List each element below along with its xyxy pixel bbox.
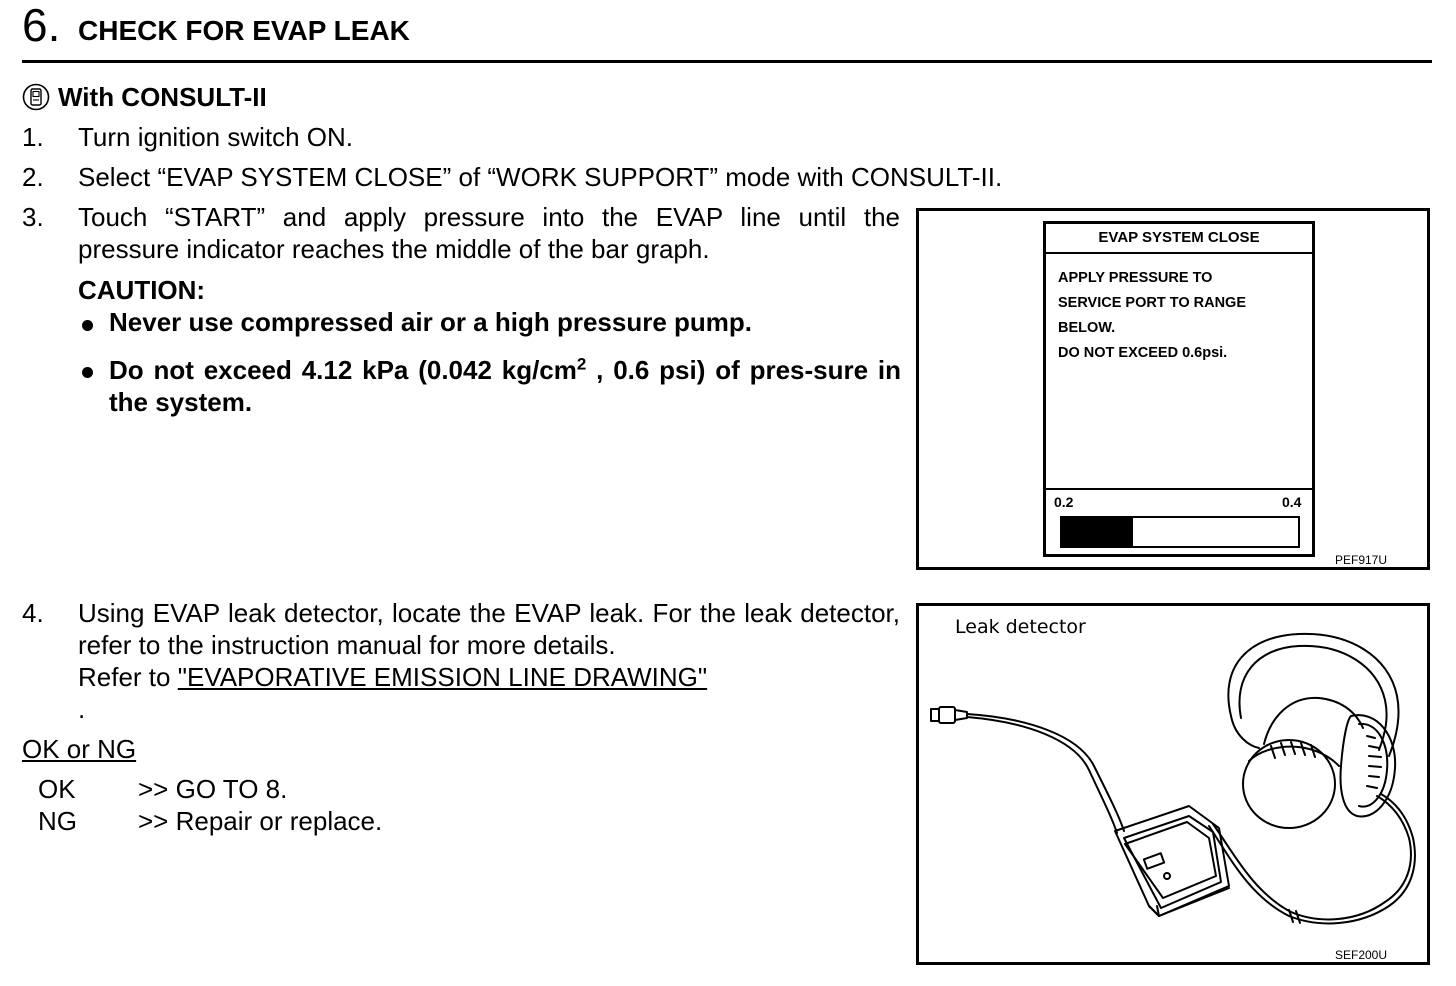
leak-detector-illustration: [919, 606, 1427, 962]
pressure-bar-fill: [1062, 518, 1133, 546]
step-number: 6.: [22, 0, 61, 51]
evap-line-drawing-link[interactable]: "EVAPORATIVE EMISSION LINE DRAWING": [177, 662, 708, 692]
step-1-number: 1.: [22, 122, 44, 152]
ok-action: >> GO TO 8.: [138, 774, 288, 804]
leak-detector-label: Leak detector: [955, 616, 1086, 638]
screen-line-3: BELOW.: [1058, 320, 1116, 336]
bullet-dot: [82, 320, 93, 331]
figure-2-code: SEF200U: [1335, 948, 1388, 962]
step-2-text: Select “EVAP SYSTEM CLOSE” of “WORK SUPPORT” mode with CONSULT-II.: [78, 162, 1003, 192]
step-3-number: 3.: [22, 202, 44, 232]
screen-line-2: SERVICE PORT TO RANGE: [1058, 295, 1246, 311]
figure-1-code: PEF917U: [1335, 553, 1388, 567]
refer-line: [78, 661, 707, 693]
screen-title: EVAP SYSTEM CLOSE: [1046, 224, 1312, 254]
step-3-text: Touch “START” and apply pressure into the EVAP line until the pressure indicator reaches the middle of the bar graph.: [78, 202, 900, 264]
step-title: CHECK FOR EVAP LEAK: [78, 15, 410, 46]
consult-label: With CONSULT-II: [58, 82, 267, 112]
consult-heading: [22, 82, 267, 112]
screen-instructions: [1058, 266, 1246, 366]
superscript: 2: [576, 354, 587, 374]
leak-detector-figure: [916, 603, 1430, 965]
caution-label: CAUTION:: [78, 275, 206, 305]
result-heading: OK or NG: [22, 734, 137, 764]
step-4-number: 4.: [22, 598, 44, 628]
consult-screen-figure: [916, 208, 1430, 570]
refer-trailing: .: [78, 694, 86, 724]
screen-divider: [1046, 488, 1312, 490]
ng-action: >> Repair or replace.: [138, 806, 383, 836]
caution-bullet-1: Never use compressed air or a high pressure pump.: [109, 307, 753, 337]
step-2-number: 2.: [22, 162, 44, 192]
scale-max: 0.4: [1282, 494, 1302, 510]
consult-screen: [1043, 221, 1315, 557]
refer-prefix: Refer to: [78, 662, 178, 692]
caution-bullet-2-part-b: , 0.6 psi) of pres-sure in the system.: [109, 355, 901, 417]
consult-tool-icon: [22, 83, 50, 111]
screen-line-1: APPLY PRESSURE TO: [1058, 270, 1213, 286]
ng-label: NG: [38, 806, 77, 836]
ok-label: OK: [38, 774, 76, 804]
title-rule: [22, 60, 1432, 63]
screen-line-4: DO NOT EXCEED 0.6psi.: [1058, 345, 1228, 361]
caution-bullet-2-part-a: Do not exceed 4.12 kPa (0.042 kg/cm: [109, 355, 577, 385]
step-1-text: Turn ignition switch ON.: [78, 122, 354, 152]
bullet-dot: [82, 367, 93, 378]
pressure-bar-graph: [1060, 516, 1300, 548]
step-4-text: Using EVAP leak detector, locate the EVAP leak. For the leak detector, refer to the instruction manual for more details.: [78, 598, 900, 660]
scale-min: 0.2: [1054, 494, 1074, 510]
caution-bullet-2: [109, 354, 901, 418]
